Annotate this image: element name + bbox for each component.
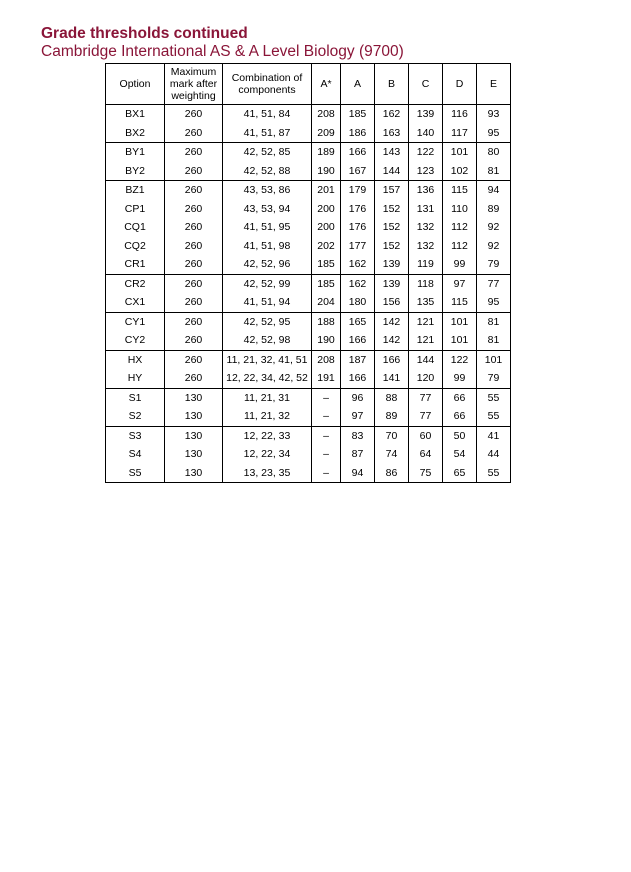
cell-a-star: 208 bbox=[312, 350, 341, 369]
cell-combination: 41, 51, 95 bbox=[223, 218, 312, 237]
cell-maximum-mark: 260 bbox=[165, 124, 223, 143]
cell-c: 122 bbox=[409, 143, 443, 162]
cell-maximum-mark: 260 bbox=[165, 218, 223, 237]
cell-combination: 42, 52, 99 bbox=[223, 274, 312, 293]
cell-option: BY2 bbox=[106, 162, 165, 181]
cell-d: 54 bbox=[443, 445, 477, 464]
cell-b: 144 bbox=[375, 162, 409, 181]
cell-a: 179 bbox=[341, 181, 375, 200]
cell-d: 112 bbox=[443, 237, 477, 256]
cell-option: CY1 bbox=[106, 312, 165, 331]
cell-c: 139 bbox=[409, 105, 443, 124]
table-row bbox=[106, 181, 511, 200]
cell-maximum-mark: 260 bbox=[165, 181, 223, 200]
cell-a: 162 bbox=[341, 274, 375, 293]
cell-c: 77 bbox=[409, 407, 443, 426]
table-row bbox=[106, 445, 511, 464]
cell-d: 101 bbox=[443, 312, 477, 331]
cell-e: 81 bbox=[477, 312, 511, 331]
cell-d: 66 bbox=[443, 407, 477, 426]
cell-maximum-mark: 260 bbox=[165, 331, 223, 350]
cell-d: 50 bbox=[443, 426, 477, 445]
cell-maximum-mark: 130 bbox=[165, 388, 223, 407]
cell-c: 118 bbox=[409, 274, 443, 293]
cell-maximum-mark: 260 bbox=[165, 293, 223, 312]
cell-b: 163 bbox=[375, 124, 409, 143]
cell-d: 117 bbox=[443, 124, 477, 143]
cell-a-star: – bbox=[312, 388, 341, 407]
cell-combination: 12, 22, 33 bbox=[223, 426, 312, 445]
cell-combination: 41, 51, 98 bbox=[223, 237, 312, 256]
cell-d: 102 bbox=[443, 162, 477, 181]
cell-a-star: 191 bbox=[312, 369, 341, 388]
cell-combination: 41, 51, 87 bbox=[223, 124, 312, 143]
cell-b: 86 bbox=[375, 464, 409, 483]
cell-a: 176 bbox=[341, 200, 375, 219]
cell-option: S4 bbox=[106, 445, 165, 464]
column-header-a: A bbox=[341, 64, 375, 105]
cell-maximum-mark: 260 bbox=[165, 369, 223, 388]
cell-c: 144 bbox=[409, 350, 443, 369]
cell-c: 64 bbox=[409, 445, 443, 464]
cell-a: 97 bbox=[341, 407, 375, 426]
cell-combination: 11, 21, 32 bbox=[223, 407, 312, 426]
cell-maximum-mark: 260 bbox=[165, 312, 223, 331]
cell-option: S5 bbox=[106, 464, 165, 483]
cell-a: 187 bbox=[341, 350, 375, 369]
table-body bbox=[106, 105, 511, 483]
cell-maximum-mark: 130 bbox=[165, 464, 223, 483]
cell-e: 79 bbox=[477, 369, 511, 388]
cell-b: 142 bbox=[375, 312, 409, 331]
table-row bbox=[106, 218, 511, 237]
cell-option: BX1 bbox=[106, 105, 165, 124]
cell-b: 141 bbox=[375, 369, 409, 388]
cell-e: 44 bbox=[477, 445, 511, 464]
cell-a: 176 bbox=[341, 218, 375, 237]
column-header-maximum-mark: Maximum mark after weighting bbox=[165, 64, 223, 105]
cell-c: 136 bbox=[409, 181, 443, 200]
cell-b: 139 bbox=[375, 255, 409, 274]
cell-e: 94 bbox=[477, 181, 511, 200]
table-row bbox=[106, 331, 511, 350]
grade-thresholds-table bbox=[105, 63, 511, 483]
cell-c: 77 bbox=[409, 388, 443, 407]
column-header-b: B bbox=[375, 64, 409, 105]
cell-e: 101 bbox=[477, 350, 511, 369]
cell-b: 89 bbox=[375, 407, 409, 426]
cell-e: 81 bbox=[477, 331, 511, 350]
cell-option: CP1 bbox=[106, 200, 165, 219]
cell-a: 165 bbox=[341, 312, 375, 331]
cell-maximum-mark: 260 bbox=[165, 105, 223, 124]
page-title: Grade thresholds continued bbox=[41, 25, 248, 42]
cell-a: 83 bbox=[341, 426, 375, 445]
table-row bbox=[106, 350, 511, 369]
cell-a-star: 200 bbox=[312, 218, 341, 237]
cell-maximum-mark: 260 bbox=[165, 237, 223, 256]
cell-maximum-mark: 260 bbox=[165, 143, 223, 162]
column-header-combination: Combination of components bbox=[223, 64, 312, 105]
table-row bbox=[106, 255, 511, 274]
cell-a-star: 201 bbox=[312, 181, 341, 200]
column-header-d: D bbox=[443, 64, 477, 105]
cell-combination: 12, 22, 34, 42, 52 bbox=[223, 369, 312, 388]
column-header-c: C bbox=[409, 64, 443, 105]
cell-combination: 43, 53, 86 bbox=[223, 181, 312, 200]
cell-d: 66 bbox=[443, 388, 477, 407]
table-row bbox=[106, 237, 511, 256]
cell-a-star: 185 bbox=[312, 274, 341, 293]
cell-a: 96 bbox=[341, 388, 375, 407]
cell-a: 186 bbox=[341, 124, 375, 143]
cell-combination: 41, 51, 94 bbox=[223, 293, 312, 312]
cell-maximum-mark: 130 bbox=[165, 445, 223, 464]
cell-b: 70 bbox=[375, 426, 409, 445]
cell-a: 87 bbox=[341, 445, 375, 464]
cell-a-star: 204 bbox=[312, 293, 341, 312]
cell-option: HX bbox=[106, 350, 165, 369]
cell-a: 166 bbox=[341, 143, 375, 162]
cell-maximum-mark: 260 bbox=[165, 274, 223, 293]
cell-a: 180 bbox=[341, 293, 375, 312]
cell-d: 101 bbox=[443, 143, 477, 162]
cell-option: BZ1 bbox=[106, 181, 165, 200]
cell-option: S3 bbox=[106, 426, 165, 445]
cell-option: S2 bbox=[106, 407, 165, 426]
cell-c: 60 bbox=[409, 426, 443, 445]
table-row bbox=[106, 105, 511, 124]
cell-a-star: 189 bbox=[312, 143, 341, 162]
column-header-e: E bbox=[477, 64, 511, 105]
cell-a-star: 209 bbox=[312, 124, 341, 143]
table-row bbox=[106, 426, 511, 445]
cell-option: S1 bbox=[106, 388, 165, 407]
cell-combination: 13, 23, 35 bbox=[223, 464, 312, 483]
cell-a-star: 190 bbox=[312, 162, 341, 181]
cell-e: 55 bbox=[477, 464, 511, 483]
cell-option: CR1 bbox=[106, 255, 165, 274]
cell-e: 81 bbox=[477, 162, 511, 181]
cell-a-star: 208 bbox=[312, 105, 341, 124]
cell-b: 162 bbox=[375, 105, 409, 124]
table-row bbox=[106, 162, 511, 181]
cell-combination: 41, 51, 84 bbox=[223, 105, 312, 124]
cell-c: 121 bbox=[409, 331, 443, 350]
cell-a: 185 bbox=[341, 105, 375, 124]
cell-a-star: – bbox=[312, 426, 341, 445]
cell-b: 152 bbox=[375, 218, 409, 237]
cell-b: 166 bbox=[375, 350, 409, 369]
cell-a: 167 bbox=[341, 162, 375, 181]
table-row bbox=[106, 143, 511, 162]
cell-c: 121 bbox=[409, 312, 443, 331]
cell-option: BX2 bbox=[106, 124, 165, 143]
cell-d: 116 bbox=[443, 105, 477, 124]
cell-b: 143 bbox=[375, 143, 409, 162]
table-row bbox=[106, 293, 511, 312]
cell-d: 122 bbox=[443, 350, 477, 369]
cell-b: 152 bbox=[375, 237, 409, 256]
cell-maximum-mark: 260 bbox=[165, 350, 223, 369]
cell-option: CQ1 bbox=[106, 218, 165, 237]
cell-a-star: 188 bbox=[312, 312, 341, 331]
cell-a-star: 200 bbox=[312, 200, 341, 219]
cell-e: 95 bbox=[477, 293, 511, 312]
cell-b: 157 bbox=[375, 181, 409, 200]
cell-d: 99 bbox=[443, 255, 477, 274]
cell-d: 115 bbox=[443, 181, 477, 200]
cell-a: 94 bbox=[341, 464, 375, 483]
cell-c: 75 bbox=[409, 464, 443, 483]
cell-combination: 42, 52, 98 bbox=[223, 331, 312, 350]
cell-a-star: – bbox=[312, 445, 341, 464]
cell-e: 92 bbox=[477, 237, 511, 256]
cell-c: 119 bbox=[409, 255, 443, 274]
table-row bbox=[106, 369, 511, 388]
cell-c: 132 bbox=[409, 237, 443, 256]
table-row bbox=[106, 407, 511, 426]
cell-combination: 11, 21, 31 bbox=[223, 388, 312, 407]
cell-maximum-mark: 260 bbox=[165, 255, 223, 274]
cell-maximum-mark: 130 bbox=[165, 407, 223, 426]
cell-a-star: 190 bbox=[312, 331, 341, 350]
cell-combination: 42, 52, 95 bbox=[223, 312, 312, 331]
cell-c: 132 bbox=[409, 218, 443, 237]
cell-e: 55 bbox=[477, 388, 511, 407]
cell-a-star: – bbox=[312, 407, 341, 426]
cell-maximum-mark: 260 bbox=[165, 200, 223, 219]
table-row bbox=[106, 124, 511, 143]
cell-d: 97 bbox=[443, 274, 477, 293]
cell-maximum-mark: 130 bbox=[165, 426, 223, 445]
cell-e: 93 bbox=[477, 105, 511, 124]
cell-a: 162 bbox=[341, 255, 375, 274]
cell-a: 177 bbox=[341, 237, 375, 256]
cell-combination: 42, 52, 85 bbox=[223, 143, 312, 162]
cell-a-star: 202 bbox=[312, 237, 341, 256]
cell-d: 110 bbox=[443, 200, 477, 219]
cell-option: HY bbox=[106, 369, 165, 388]
cell-d: 101 bbox=[443, 331, 477, 350]
cell-option: CY2 bbox=[106, 331, 165, 350]
cell-e: 95 bbox=[477, 124, 511, 143]
cell-e: 80 bbox=[477, 143, 511, 162]
cell-e: 92 bbox=[477, 218, 511, 237]
cell-combination: 12, 22, 34 bbox=[223, 445, 312, 464]
cell-b: 139 bbox=[375, 274, 409, 293]
table-header-row bbox=[106, 64, 511, 105]
cell-a: 166 bbox=[341, 369, 375, 388]
cell-combination: 42, 52, 96 bbox=[223, 255, 312, 274]
column-header-a-star: A* bbox=[312, 64, 341, 105]
cell-b: 74 bbox=[375, 445, 409, 464]
cell-option: BY1 bbox=[106, 143, 165, 162]
table-row bbox=[106, 388, 511, 407]
cell-option: CQ2 bbox=[106, 237, 165, 256]
cell-b: 142 bbox=[375, 331, 409, 350]
cell-c: 135 bbox=[409, 293, 443, 312]
cell-a: 166 bbox=[341, 331, 375, 350]
cell-c: 131 bbox=[409, 200, 443, 219]
cell-option: CX1 bbox=[106, 293, 165, 312]
cell-combination: 11, 21, 32, 41, 51 bbox=[223, 350, 312, 369]
cell-d: 99 bbox=[443, 369, 477, 388]
table-row bbox=[106, 274, 511, 293]
cell-e: 55 bbox=[477, 407, 511, 426]
cell-c: 120 bbox=[409, 369, 443, 388]
page-subtitle: Cambridge International AS & A Level Biology (9700) bbox=[41, 43, 404, 60]
cell-a-star: – bbox=[312, 464, 341, 483]
table-row bbox=[106, 464, 511, 483]
cell-e: 89 bbox=[477, 200, 511, 219]
table-row bbox=[106, 312, 511, 331]
cell-c: 123 bbox=[409, 162, 443, 181]
cell-combination: 43, 53, 94 bbox=[223, 200, 312, 219]
cell-e: 41 bbox=[477, 426, 511, 445]
cell-e: 79 bbox=[477, 255, 511, 274]
cell-option: CR2 bbox=[106, 274, 165, 293]
cell-combination: 42, 52, 88 bbox=[223, 162, 312, 181]
cell-a-star: 185 bbox=[312, 255, 341, 274]
column-header-option: Option bbox=[106, 64, 165, 105]
cell-b: 152 bbox=[375, 200, 409, 219]
table-row bbox=[106, 200, 511, 219]
cell-e: 77 bbox=[477, 274, 511, 293]
cell-c: 140 bbox=[409, 124, 443, 143]
cell-d: 112 bbox=[443, 218, 477, 237]
cell-b: 88 bbox=[375, 388, 409, 407]
cell-b: 156 bbox=[375, 293, 409, 312]
cell-d: 115 bbox=[443, 293, 477, 312]
cell-d: 65 bbox=[443, 464, 477, 483]
cell-maximum-mark: 260 bbox=[165, 162, 223, 181]
